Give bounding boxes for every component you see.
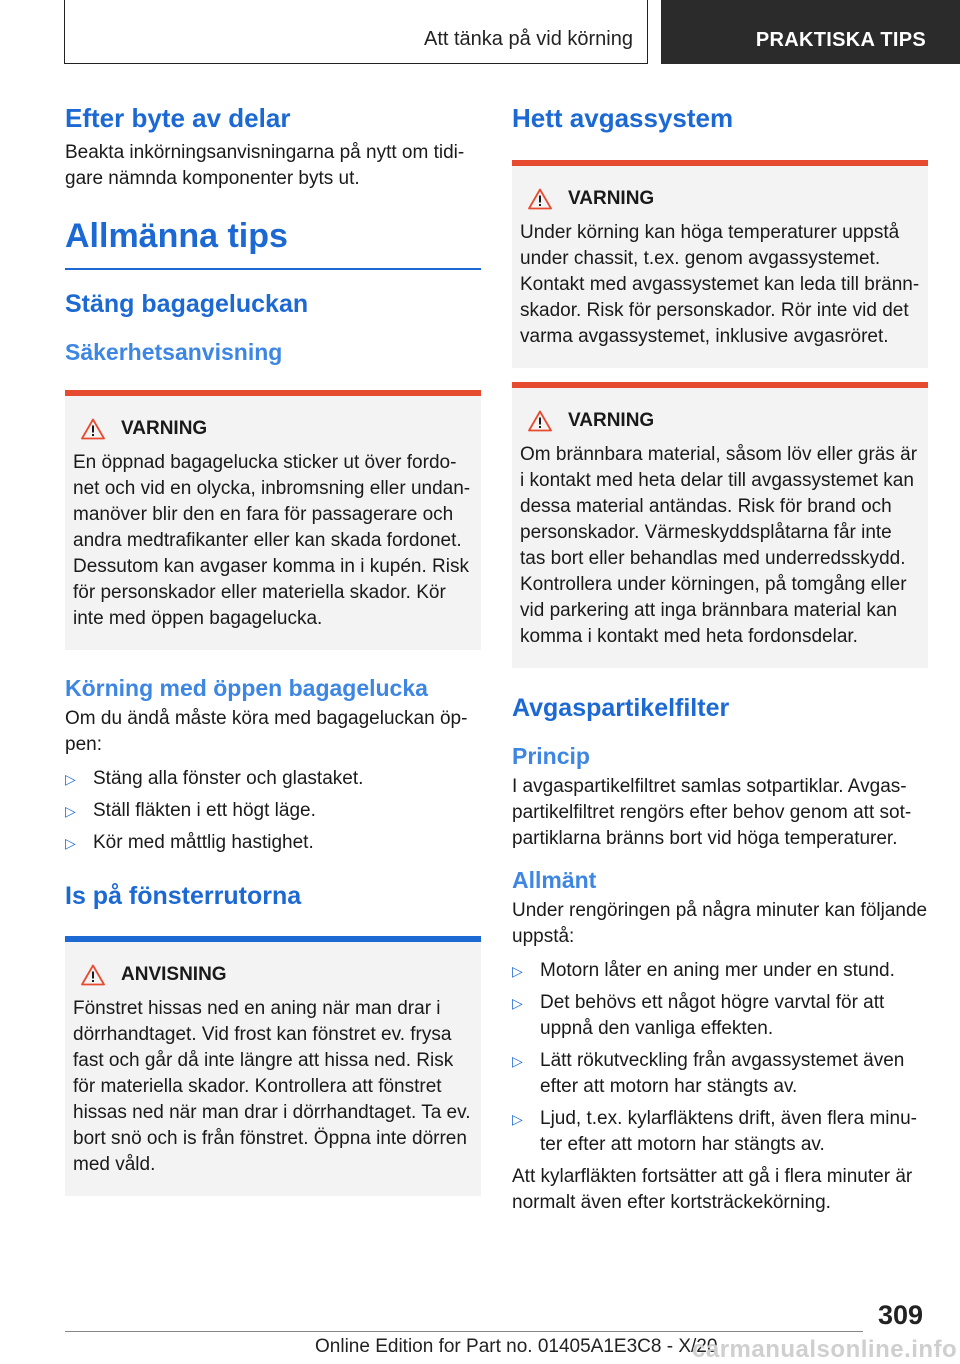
warning-text: En öppnad bagagelucka sticker ut över fordonet och vid en olycka, inbromsning eller undanmanöver blir den en fara för passagerare och andra medtrafikanter eller kan skada fordonet. Dessutom kan avgaser komma in i kupén. Risk för personskador eller materiella skador. Kör inte med öppen bagagelucka. [73, 452, 471, 629]
closing-text: Att kylarfläkten fortsätter att gå i flera minuter är normalt även efter kortsträckekörning. [512, 1166, 913, 1213]
warning-triangle-icon [528, 410, 552, 432]
header-section-title: Att tänka på vid körning [423, 28, 633, 50]
general-text: Under rengöringen på några minuter kan följande uppstå: [512, 900, 928, 947]
triangle-bullet-icon: ▷ [512, 995, 523, 1011]
ice-notice-box [65, 936, 481, 1196]
footer-divider [65, 1331, 863, 1332]
after-parts-text: Beakta inkörningsanvisningarna på nytt om tidigare nämnda komponenter byts ut. [65, 142, 465, 189]
triangle-bullet-icon: ▷ [512, 963, 523, 979]
open-trunk-driving-heading: Körning med öppen bagagelucka [65, 675, 428, 701]
notice-text: Fönstret hissas ned en aning när man drar i dörrhandtaget. Vid frost kan fönstret ev. frysa fast och går då inte längre att hissa ned. Risk för materiella skador. Kontrollera att fönstret hissas ned när man drar i dörrhandtaget. Ta ev. bort snö och is från fönstret. Öppna inte dörren med våld. [73, 998, 471, 1175]
hot-exhaust-heading: Hett avgassystem [512, 103, 734, 133]
notice-header [75, 962, 473, 988]
principle-heading: Princip [512, 743, 590, 769]
list-item: ▷ Kör med måttlig hastighet. [65, 830, 481, 856]
footer-edition-text: Online Edition for Part no. 01405A1E3C8 - X/20 [315, 1336, 718, 1357]
trunk-warning-box [65, 390, 481, 650]
list-item: ▷ Stäng alla fönster och glastaket. [65, 766, 481, 792]
triangle-bullet-icon: ▷ [65, 803, 76, 819]
triangle-bullet-icon: ▷ [65, 771, 76, 787]
warning-triangle-icon [528, 188, 552, 210]
warning-label: VARNING [568, 410, 655, 431]
warning-label: VARNING [568, 188, 655, 209]
general-tips-heading: Allmänna tips [65, 214, 481, 270]
trunk-heading: Stäng bagageluckan [65, 290, 309, 318]
list-item: ▷ Ljud, t.ex. kylarfläktens drift, även flera minuter efter att motorn har stängts av. [512, 1108, 917, 1155]
general-heading: Allmänt [512, 867, 597, 893]
safety-heading: Säkerhetsanvisning [65, 339, 283, 365]
warning-text: Om brännbara material, såsom löv eller gräs är i kontakt med heta delar till avgassystemet kan dessa material antändas. Risk för brand och personskador. Värmeskyddsplåtarna får inte tas bort eller behandlas med underredsskydd. Kontrollera under körningen, på tomgång eller vid parkering att inga brännbara material kan komma i kontakt med heta fordonsdelar. [520, 444, 918, 647]
warning-header [522, 186, 920, 212]
list-item: ▷ Lätt rökutveckling från avgassystemet även efter att motorn har stängts av. [512, 1050, 905, 1097]
warning-triangle-icon [81, 964, 105, 986]
header-section-tab [64, 0, 648, 64]
list-item: ▷ Motorn låter en aning mer under en stund. [512, 958, 928, 984]
warning-header [75, 416, 473, 442]
triangle-bullet-icon: ▷ [65, 835, 76, 851]
exhaust-warning-box-1 [512, 160, 928, 368]
header-chapter-title: PRAKTISKA TIPS [755, 29, 926, 51]
list-item: ▷ Ställ fläkten i ett högt läge. [65, 798, 481, 824]
triangle-bullet-icon: ▷ [512, 1053, 523, 1069]
warning-text: Under körning kan höga temperaturer uppstå under chassit, t.ex. genom avgassystemet. Kontakt med avgassystemet kan leda till brännskador. Risk för personskador. Rör inte vid det varma avgassystemet, inklusive avgasröret. [520, 222, 920, 347]
page-number: 309 [878, 1300, 924, 1330]
warning-triangle-icon [81, 418, 105, 440]
header-chapter-tab [661, 0, 960, 64]
principle-text: I avgaspartikelfiltret samlas sotpartiklar. Avgaspartikelfiltret rengörs efter behov genom att sotpartiklarna bränns bort vid höga temperaturer. [512, 776, 912, 849]
open-trunk-driving-text: Om du ändå måste köra med bagageluckan öppen: [65, 708, 468, 755]
filter-bullet-list [512, 958, 928, 1158]
left-column [65, 100, 481, 1196]
open-trunk-bullet-list [65, 766, 481, 856]
triangle-bullet-icon: ▷ [512, 1111, 523, 1127]
particle-filter-heading: Avgaspartikelfilter [512, 694, 730, 722]
ice-heading: Is på fönsterrutorna [65, 882, 302, 910]
warning-header [522, 408, 920, 434]
list-item: ▷ Det behövs ett något högre varvtal för att uppnå den vanliga effekten. [512, 992, 885, 1039]
notice-label: ANVISNING [121, 964, 227, 985]
warning-label: VARNING [121, 418, 208, 439]
exhaust-warning-box-2 [512, 382, 928, 668]
after-parts-heading: Efter byte av delar [65, 103, 291, 133]
watermark: carmanualsonline.info [692, 1336, 958, 1363]
right-column [512, 100, 928, 1216]
